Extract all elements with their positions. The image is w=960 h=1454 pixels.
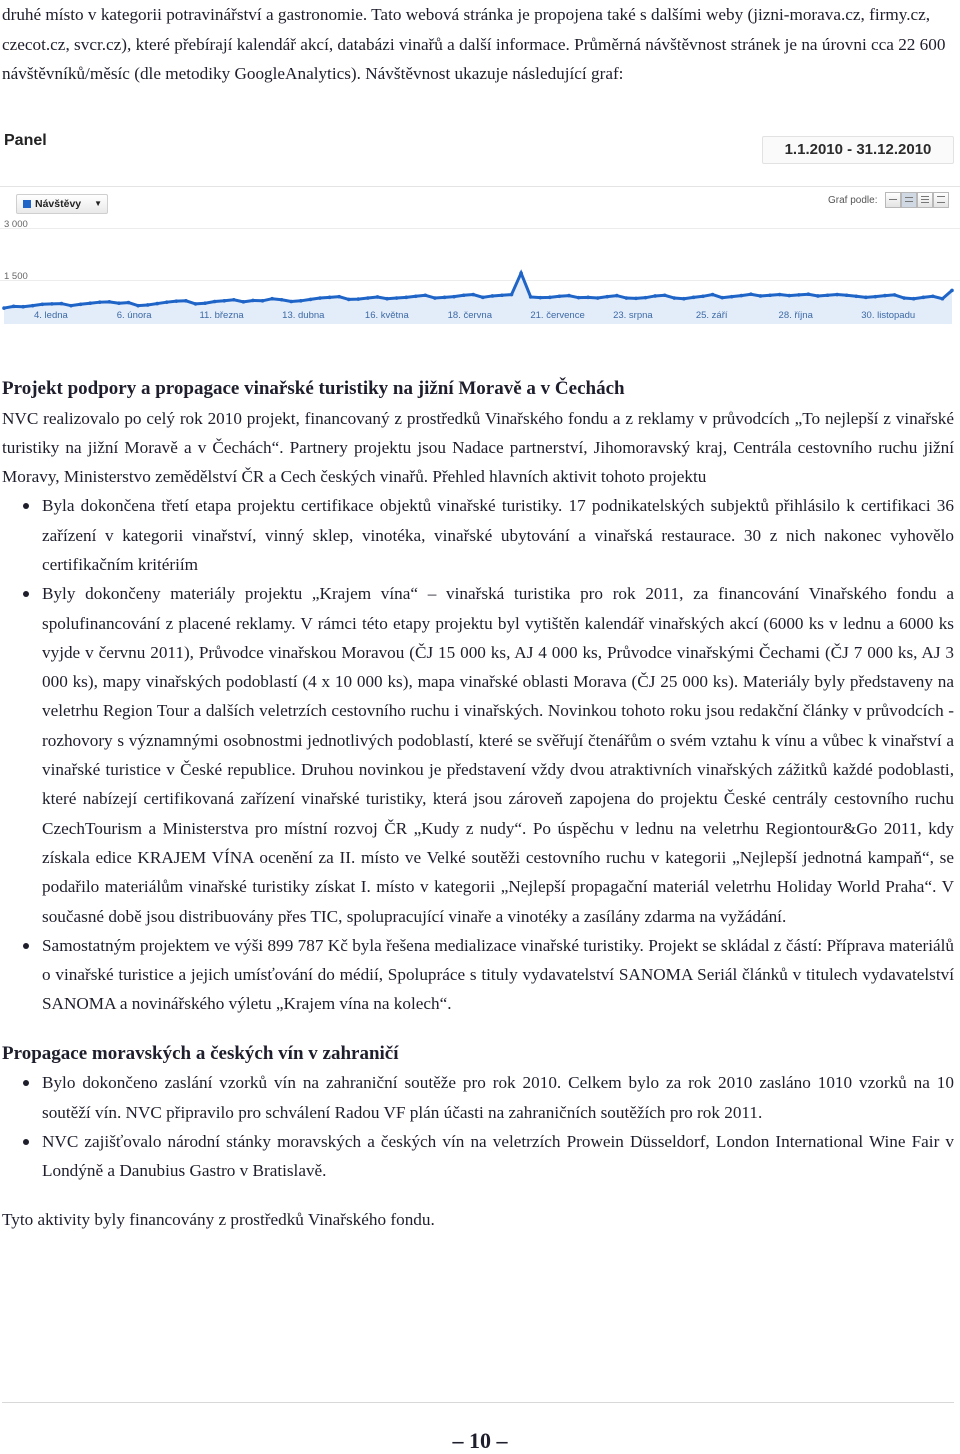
data-point xyxy=(730,295,734,299)
data-point xyxy=(759,294,763,298)
list-item: NVC zajišťovalo národní stánky moravských a českých vín na veletrzích Prowein Düsseldorf, London International Wine Fair v Londýně a Danubius Gastro v Bratislavě. xyxy=(2,1127,954,1186)
data-point xyxy=(357,297,361,301)
spacer xyxy=(2,1185,954,1205)
data-point xyxy=(88,301,92,305)
data-point xyxy=(261,299,265,303)
data-point xyxy=(184,299,188,303)
data-point xyxy=(816,294,820,298)
data-point xyxy=(807,292,811,296)
x-tick-label: 23. srpna xyxy=(613,310,653,321)
data-point xyxy=(749,292,753,296)
data-point xyxy=(136,304,140,308)
data-point xyxy=(826,293,830,297)
data-point xyxy=(596,296,600,300)
data-point xyxy=(127,301,131,305)
x-tick-label: 13. dubna xyxy=(282,310,325,321)
data-point xyxy=(108,300,112,304)
data-point xyxy=(424,293,428,297)
section-heading: Propagace moravských a českých vín v zahraničí xyxy=(2,1042,399,1064)
data-point xyxy=(883,294,887,298)
data-point xyxy=(12,305,16,309)
graph-by-label: Graf podle: xyxy=(828,195,878,206)
data-point xyxy=(471,293,475,297)
data-point xyxy=(462,293,466,297)
x-tick-label: 18. června xyxy=(447,310,493,321)
x-tick-label: 4. ledna xyxy=(34,310,68,321)
data-point xyxy=(347,298,351,302)
data-point xyxy=(50,302,54,306)
x-tick-label: 16. května xyxy=(364,310,409,321)
data-point xyxy=(740,294,744,298)
data-point xyxy=(797,293,801,297)
data-point xyxy=(787,294,791,298)
data-point xyxy=(653,294,657,298)
data-point xyxy=(414,294,418,298)
data-point xyxy=(376,295,380,299)
data-point xyxy=(481,296,485,300)
data-point xyxy=(251,299,255,303)
list-item: Bylo dokončeno zaslání vzorků vín na zahraniční soutěže pro rok 2010. Celkem bylo za rok 2010 zasláno 1010 vzorků na 10 soutěží vín. NVC připravilo pro schválení Radou VF plán účasti na zahraničních soutěžích pro rok 2011. xyxy=(2,1068,954,1127)
data-point xyxy=(289,300,293,304)
data-point xyxy=(21,305,25,309)
main-content xyxy=(2,374,954,1235)
data-point xyxy=(155,302,159,306)
data-point xyxy=(299,299,303,303)
data-point xyxy=(682,297,686,301)
data-point xyxy=(452,295,456,299)
data-point xyxy=(328,296,332,300)
data-point xyxy=(510,293,514,297)
data-point xyxy=(845,293,849,297)
x-tick-label: 28. října xyxy=(778,310,813,321)
data-point xyxy=(491,294,495,298)
data-point xyxy=(242,300,246,304)
data-point xyxy=(586,296,590,300)
x-tick-label: 25. září xyxy=(695,310,728,321)
visits-chart xyxy=(0,128,960,328)
data-point xyxy=(941,297,945,301)
y-tick-label: 1 500 xyxy=(4,271,28,282)
data-point xyxy=(634,297,638,301)
intro-text: druhé místo v kategorii potravinářství a gastronomie. Tato webová stránka je propojena také s dalšími weby (jizni-morava.cz, firmy.cz, czecot.cz, svcr.cz), které přebírají kalendář akcí, databázi vinařů a další informace. Průměrná návštěvnost stránek je na úrovni cca 22 600 návštěvníků/měsíc (dle metodiky GoogleAnalytics). Návštěvnost ukazuje následující graf: xyxy=(2,5,946,83)
data-point xyxy=(835,293,839,297)
data-point xyxy=(548,296,552,300)
data-point xyxy=(337,295,341,299)
data-point xyxy=(98,300,102,304)
data-point xyxy=(69,304,73,308)
data-point xyxy=(395,296,399,300)
list-item: Byla dokončena třetí etapa projektu certifikace objektů vinařské turistiky. 17 podnikatelských subjektů přihlásilo k certifikaci 36 zařízení v kategorii vinařství, vinný sklep, vinotéka, vinařské ubytování a vinařská restaurace. 30 z nich nakonec vyhovělo certifikačním kritériím xyxy=(2,491,954,579)
data-point xyxy=(213,300,217,304)
data-point xyxy=(385,297,389,301)
intro-paragraph xyxy=(2,0,954,89)
data-point xyxy=(79,302,83,306)
data-point xyxy=(232,298,236,302)
data-point xyxy=(558,294,562,298)
data-point xyxy=(309,298,313,302)
data-point xyxy=(921,296,925,300)
data-point xyxy=(663,293,667,297)
data-point xyxy=(280,298,284,302)
section-paragraph: NVC realizovalo po celý rok 2010 projekt, financovaný z prostředků Vinařského fondu a z reklamy v průvodcích „To nejlepší z vinařské turistiky na jižní Moravě a v Čechách“. Partnery projektu jsou Nadace partnerství, Jihomoravský kraj, Centrála cestovního ruchu jižní Moravy, Ministerstvo zemědělství ČR a Cech českých vinařů. Přehled hlavních aktivit tohoto projektu xyxy=(2,408,954,487)
data-point xyxy=(854,294,858,298)
data-point xyxy=(577,296,581,300)
spacer xyxy=(2,1019,954,1039)
x-tick-label: 21. července xyxy=(530,310,585,321)
data-point xyxy=(692,296,696,300)
data-point xyxy=(433,296,437,300)
data-point xyxy=(778,293,782,297)
list-item: Samostatným projektem ve výši 899 787 Kč byla řešena medializace vinařské turistiky. Projekt se skládal z částí: Příprava materiálů o vinařské turistice a jejich umísťování do médií, Spolupráce s tituly vydavatelství SANOMA Seriál článků v titulech vydavatelství SANOMA a novinářského výletu „Krajem vína na kolech“. xyxy=(2,931,954,1019)
data-point xyxy=(2,306,6,310)
foreign-promo-list xyxy=(2,1068,954,1185)
data-point xyxy=(950,289,954,293)
chevron-down-icon: ▼ xyxy=(94,199,102,208)
data-point xyxy=(931,294,935,298)
data-point xyxy=(538,296,542,300)
data-point xyxy=(529,295,533,299)
data-point xyxy=(711,293,715,297)
list-item: Byly dokončeny materiály projektu „Krajem vína“ – vinařská turistika pro rok 2011, za financování Vinařského fondu a spolufinancování z placené reklamy. V rámci této etapy projektu byl vytištěn kalendář vinařských akcí (6000 ks v lednu a 6000 ks vyjde v červnu 2011), Průvodce vinařskou Moravou (ČJ 15 000 ks, AJ 4 000 ks, Průvodce vinařskými Čechami (ČJ 7 000 ks, AJ 3 000 ks), mapy vinařských podoblastí (4 x 10 000 ks), mapa vinařské oblasti Morava (ČJ 25 000 ks). Materiály byly představeny na veletrhu Region Tour a dalších veletrzích cestovního ruchu i vinařských. Novinkou tohoto roku jsou redakční články v průvodcích - rozhovory s významnými osobnostmi jednotlivých podoblastí, které se svěřují čtenářům o svém vztahu k vínu a vůbec k vinařství a vinařské turistice v České republice. Druhou novinkou je představení vždy dvou atraktivních vinařských zážitků každé podoblasti, které nabízejí certifikovaná zařízení vinařské turistiky, která jsou zároveň zapojena do projektu České centrály cestovního ruchu CzechTourism a Ministerstva pro místní rozvoj ČR „Kudy z nudy“. Po úspěchu v lednu na veletrhu Regiontour&Go 2011, kdy získala edice KRAJEM VÍNA ocenění za II. místo ve Velké soutěži cestovního ruchu v kategorii „Nejlepší jednotná kampaň“, se podařilo materiálům vinařské turistiky získat I. místo v kategorii „Nejlepší propagační materiál veletrhu Holiday World Praha“. V současné době jsou distribuovány přes TIC, spolupracující vinaře a vinotéky a zasílány zdarma na vyžádání. xyxy=(2,579,954,931)
data-point xyxy=(500,293,504,297)
section-heading: Projekt podpory a propagace vinařské turistiky na jižní Moravě a v Čechách xyxy=(2,378,625,399)
data-point xyxy=(615,294,619,298)
page-number: – 10 – xyxy=(452,1428,508,1453)
data-point xyxy=(165,300,169,304)
data-point xyxy=(902,296,906,300)
x-tick-label: 6. února xyxy=(116,310,152,321)
data-point xyxy=(31,304,35,308)
data-point xyxy=(270,297,274,301)
footer-divider xyxy=(2,1402,954,1403)
data-point xyxy=(720,296,724,300)
data-point xyxy=(60,302,64,306)
data-point xyxy=(893,293,897,297)
data-point xyxy=(701,294,705,298)
data-point xyxy=(175,299,179,303)
data-point xyxy=(146,303,150,307)
activity-list xyxy=(2,491,954,1018)
data-point xyxy=(625,296,629,300)
data-point xyxy=(318,296,322,300)
panel-title: Panel xyxy=(4,132,47,149)
x-tick-label: 30. listopadu xyxy=(861,310,916,321)
data-point xyxy=(644,296,648,300)
y-tick-label: 3 000 xyxy=(4,219,28,230)
x-tick-label: 11. března xyxy=(199,310,244,321)
data-point xyxy=(404,296,408,300)
data-point xyxy=(519,271,523,275)
data-point xyxy=(194,302,198,306)
data-point xyxy=(366,296,370,300)
data-point xyxy=(117,301,121,305)
data-point xyxy=(912,297,916,301)
data-point xyxy=(874,295,878,299)
data-point xyxy=(222,299,226,303)
data-point xyxy=(673,296,677,300)
date-range-selector[interactable]: 1.1.2010 - 31.12.2010 xyxy=(762,136,954,164)
data-point xyxy=(443,296,447,300)
metric-label: Návštěvy xyxy=(35,198,82,210)
data-point xyxy=(41,302,45,306)
data-point xyxy=(864,296,868,300)
data-point xyxy=(605,295,609,299)
data-point xyxy=(567,294,571,298)
data-point xyxy=(203,301,207,305)
closing-sentence: Tyto aktivity byly financovány z prostředků Vinařského fondu. xyxy=(2,1210,435,1230)
data-point xyxy=(768,293,772,297)
